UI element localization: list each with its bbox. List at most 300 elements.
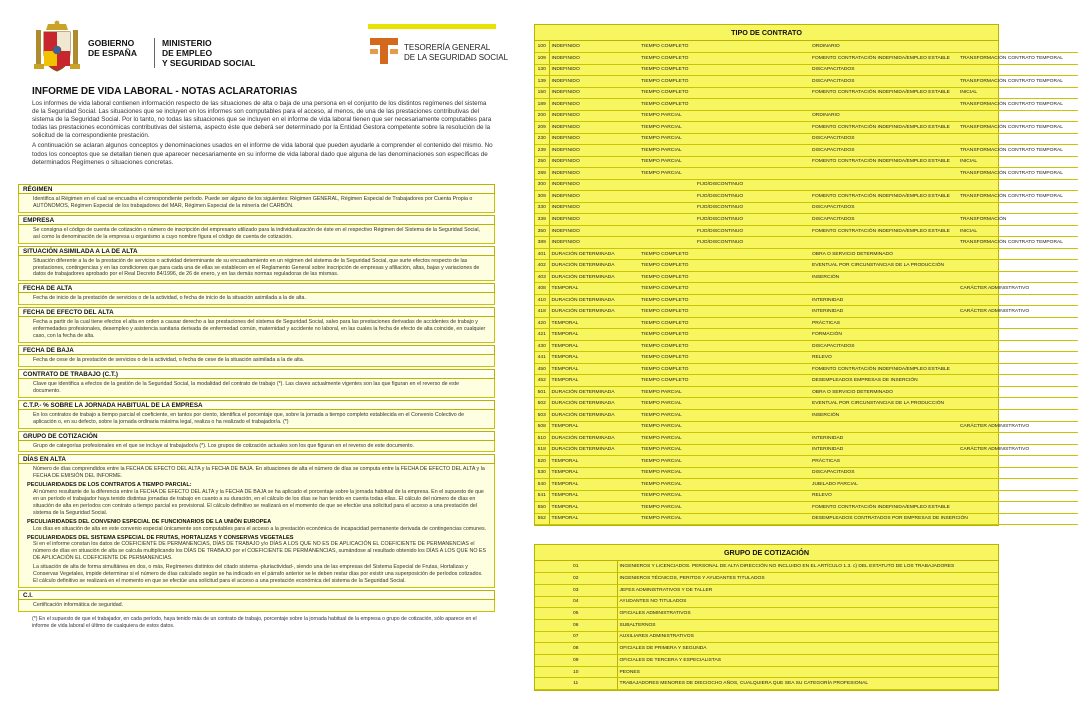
table-cell: TIEMPO COMPLETO	[639, 375, 695, 387]
table-cell: DISCAPACITADOS	[810, 145, 958, 157]
section-body: Fecha a partir de la cual tiene efectos el alta en orden a causar derecho a las prestaciones del sistema de Seguridad Social, salvo para las prestaciones derivadas de accidentes de trabajo y enfermedades profesionales, desempleo y asistencia sanitaria derivada de enfermedad común, maternidad y accidente no laboral, en las cuales la fecha de efecto de alta coincide, en cualquier caso, con la fecha de alta.	[18, 317, 495, 343]
section-dias-alta	[18, 454, 495, 588]
table-cell: TIEMPO COMPLETO	[639, 294, 695, 306]
table-cell: TIEMPO COMPLETO	[639, 41, 695, 53]
table-cell	[695, 64, 810, 76]
table-cell: FOMENTO CONTRATACIÓN INDEFINIDA/EMPLEO ESTABLE	[810, 502, 958, 514]
table-cell	[639, 214, 695, 226]
table-cell	[695, 363, 810, 375]
table-cell: CARÁCTER ADMINISTRATIVO	[958, 421, 1078, 433]
table-cell	[958, 317, 1078, 329]
contract-code: 501	[535, 386, 549, 398]
section-title: FECHA DE BAJA	[18, 345, 495, 355]
table-row	[535, 490, 1078, 502]
table-cell: INDEFINIDO	[549, 145, 639, 157]
table-cell	[695, 329, 810, 341]
contract-code: 289	[535, 168, 549, 180]
section-body: Identifica al Régimen en el cual se encuadra el correspondiente período. Puede ser alguno de los siguientes: Régimen GENERAL, Régimen Especial de Trabajadores por Cuenta Propia o AUTÓNOMOS, Régimen Especial de los trabajadores del MAR, Régimen Especial de la minería del CARBÓN.	[18, 194, 495, 213]
intro-paragraph: Los informes de vida laboral contienen información respecto de las situaciones de alta o baja de una persona en el conjunto de los distintos regímenes del sistema de la Seguridad Social. Las situaciones que se incluyen en los informes son computables para el acceso, al menos, de una de las prestaciones contributivas del sistema de la Seguridad Social. Por lo tanto, no todas las situaciones que se incluyen en el informe de vida laboral tienen que ser necesariamente computables para todas las prestaciones económicas contributivas del sistema, aspecto éste que deberá ser determinado por la Entidad Gestora competente sobre la resolución de la solicitud de la correspondiente prestación.	[32, 100, 492, 140]
table-cell	[958, 179, 1078, 191]
table-cell: FIJO/DISCONTINUO	[695, 179, 810, 191]
table-cell: PRÁCTICAS	[810, 317, 958, 329]
table-cell	[695, 410, 810, 422]
table-cell: TIEMPO PARCIAL	[639, 386, 695, 398]
table-cell: INDEFINIDO	[549, 87, 639, 99]
table-cell	[695, 168, 810, 180]
table-cell: DURACIÓN DETERMINADA	[549, 433, 639, 445]
table-cell: FOMENTO CONTRATACIÓN INDEFINIDA/EMPLEO ESTABLE	[810, 191, 958, 203]
table-cell	[639, 225, 695, 237]
table-row	[535, 329, 1078, 341]
contract-code: 510	[535, 433, 549, 445]
section-body: Fecha de inicio de la prestación de servicios o de la actividad, o fecha de inicio de la situación asimilada a la de alta.	[18, 293, 495, 305]
table-cell: INDEFINIDO	[549, 76, 639, 88]
table-row	[535, 386, 1078, 398]
table-cell: INTERINIDAD	[810, 444, 958, 456]
contract-code: 139	[535, 76, 549, 88]
contract-code: 389	[535, 237, 549, 249]
table-row	[535, 99, 1078, 111]
contract-code: 402	[535, 260, 549, 272]
table-cell	[958, 352, 1078, 364]
contract-code: 420	[535, 317, 549, 329]
table-cell: TIEMPO COMPLETO	[639, 76, 695, 88]
contract-code: 502	[535, 398, 549, 410]
table-row	[535, 87, 1078, 99]
grupo-cotizacion-table	[534, 544, 999, 691]
table-cell: OBRA O SERVICIO DETERMINADO	[810, 248, 958, 260]
table-cell	[958, 260, 1078, 272]
table-cell: TEMPORAL	[549, 340, 639, 352]
table-cell: JUBILADO PARCIAL	[810, 479, 958, 491]
table-cell	[695, 433, 810, 445]
table-cell	[695, 444, 810, 456]
table-cell: TIEMPO COMPLETO	[639, 64, 695, 76]
tesoreria-text: TESORERÍA GENERAL DE LA SEGURIDAD SOCIAL	[404, 43, 509, 62]
table-cell	[695, 502, 810, 514]
table-row	[535, 202, 1078, 214]
table-cell: INDEFINIDO	[549, 214, 639, 226]
contract-code: 239	[535, 145, 549, 157]
table-cell: INDEFINIDO	[549, 122, 639, 134]
section-fecha-efecto-alta	[18, 307, 495, 343]
contract-code: 403	[535, 271, 549, 283]
section-situacion-asimilada	[18, 246, 495, 282]
table-cell	[810, 99, 958, 111]
table-row	[535, 110, 1078, 122]
table-cell: TIEMPO COMPLETO	[639, 271, 695, 283]
table-cell	[695, 145, 810, 157]
table-cell: TRANSFORMACIÓN CONTRATO TEMPORAL	[958, 145, 1078, 157]
table-cell: INDEFINIDO	[549, 237, 639, 249]
contract-code: 530	[535, 467, 549, 479]
group-code: 07	[535, 631, 617, 643]
group-code: 08	[535, 643, 617, 655]
table-cell: TIEMPO COMPLETO	[639, 53, 695, 65]
table-cell	[695, 260, 810, 272]
table-row	[535, 619, 998, 631]
table-cell: TIEMPO PARCIAL	[639, 513, 695, 525]
table-cell: ORDINARIO	[810, 41, 958, 53]
table-cell	[639, 202, 695, 214]
group-description: OFICIALES DE PRIMERA Y SEGUNDA	[617, 643, 998, 655]
table-cell: INTERINIDAD	[810, 433, 958, 445]
table-row	[535, 145, 1078, 157]
table-cell	[958, 490, 1078, 502]
section-title: FECHA DE ALTA	[18, 283, 495, 293]
tgss-logo-icon	[370, 38, 398, 64]
contract-code: 350	[535, 225, 549, 237]
intro-text	[32, 100, 494, 169]
table-row	[535, 260, 1078, 272]
contract-code: 339	[535, 214, 549, 226]
section-title: SITUACIÓN ASIMILADA A LA DE ALTA	[18, 246, 495, 256]
tgss-accent-bar	[368, 24, 496, 29]
table-cell: FIJO/DISCONTINUO	[695, 237, 810, 249]
ministerio-text: MINISTERIO DE EMPLEO Y SEGURIDAD SOCIAL	[162, 38, 256, 68]
table-row	[535, 271, 1078, 283]
table-row	[535, 53, 1078, 65]
table-cell: TIEMPO COMPLETO	[639, 248, 695, 260]
subsection-body: La situación de alta de forma simultánea en dos, o más, Regímenes distintos del citado sistema -pluriactividad-, siendo una de las empresas del Sistema Especial de Frutas, Hortalizas y Conservas Vegetales, impide determinar si el número de días calculado según se ha indicado en el párrafo anterior se le deben restar días por existir una superposición de períodos cotizados. El cálculo definitivo se realizará en el momento en que se efectúe una solicitud para el acceso a una prestación económica del sistema de la Seguridad Social.	[33, 564, 483, 584]
table-row	[535, 248, 1078, 260]
section-body: Clave que identifica a efectos de la gestión de la Seguridad Social, la modalidad del contrato de trabajo (*). Las claves actualmente vigentes son las que figuran en el reverso de este documento.	[18, 379, 495, 398]
table-cell	[639, 237, 695, 249]
table-row	[535, 237, 1078, 249]
section-title: DÍAS EN ALTA	[18, 454, 495, 464]
contract-code: 100	[535, 41, 549, 53]
table-cell	[695, 87, 810, 99]
table-row	[535, 352, 1078, 364]
table-cell	[958, 64, 1078, 76]
header	[30, 18, 510, 78]
table-row	[535, 76, 1078, 88]
table-row	[535, 573, 998, 585]
table-row	[535, 363, 1078, 375]
table-cell	[958, 398, 1078, 410]
table-cell	[695, 248, 810, 260]
contract-code: 300	[535, 179, 549, 191]
group-description: OFICIALES DE TERCERA Y ESPECIALISTAS	[617, 655, 998, 667]
table-row	[535, 122, 1078, 134]
table-row	[535, 467, 1078, 479]
group-description: INGENIEROS Y LICENCIADOS. PERSONAL DE ALTA DIRECCIÓN NO INCLUIDO EN EL ARTÍCULO 1.3. c) DEL ESTATUTO DE LOS TRABAJADORES	[617, 561, 998, 573]
table-cell: DISCAPACITADOS	[810, 76, 958, 88]
table-cell: FIJO/DISCONTINUO	[695, 225, 810, 237]
section-body: En los contratos de trabajo a tiempo parcial el coeficiente, en tantos por ciento, identifica el porcentaje que, sobre la jornada a tiempo completo establecida en el Convenio Colectivo de aplicación o, en su defecto, sobre la jornada ordinaria máxima legal, realiza o ha realizado el trabajador/a. (*)	[18, 410, 495, 429]
table-cell: TIEMPO COMPLETO	[639, 283, 695, 295]
table-cell: TEMPORAL	[549, 329, 639, 341]
table-cell	[695, 271, 810, 283]
table-cell	[695, 53, 810, 65]
table-cell: TRANSFORMACIÓN CONTRATO TEMPORAL	[958, 99, 1078, 111]
contract-code: 518	[535, 444, 549, 456]
table-row	[535, 317, 1078, 329]
table-cell: DURACIÓN DETERMINADA	[549, 271, 639, 283]
table-cell: FOMENTO CONTRATACIÓN INDEFINIDA/EMPLEO ESTABLE	[810, 225, 958, 237]
table-cell: INICIAL	[958, 156, 1078, 168]
contract-code: 452	[535, 375, 549, 387]
table-cell: TIEMPO PARCIAL	[639, 479, 695, 491]
table-row	[535, 561, 998, 573]
group-description: PEONES	[617, 666, 998, 678]
table-cell	[958, 248, 1078, 260]
table-row	[535, 191, 1078, 203]
table-cell: INDEFINIDO	[549, 53, 639, 65]
table-row	[535, 433, 1078, 445]
table-row	[535, 655, 998, 667]
table-row	[535, 179, 1078, 191]
table-cell: TIEMPO PARCIAL	[639, 467, 695, 479]
table-row	[535, 168, 1078, 180]
contract-code: 150	[535, 87, 549, 99]
table-cell	[810, 283, 958, 295]
contract-code: 309	[535, 191, 549, 203]
contract-code: 418	[535, 306, 549, 318]
table-cell	[695, 490, 810, 502]
table-row	[535, 421, 1078, 433]
table-cell: TEMPORAL	[549, 490, 639, 502]
table-cell: INDEFINIDO	[549, 179, 639, 191]
table-row	[535, 64, 1078, 76]
intro-paragraph: A continuación se aclaran algunos conceptos y denominaciones usados en el informe de vida laboral que pueden ayudarle a comprender el contenido del mismo. No todos los conceptos que se detallan tienen que aparecer necesariamente en su informe de vida laboral dado que alguna de las denominaciones son específicas de determinados Regímenes o situaciones concretas.	[32, 142, 493, 166]
table-cell: TIEMPO COMPLETO	[639, 260, 695, 272]
table-cell: TIEMPO PARCIAL	[639, 156, 695, 168]
contract-code: 130	[535, 64, 549, 76]
table-cell	[958, 271, 1078, 283]
table-row	[535, 631, 998, 643]
contract-code: 330	[535, 202, 549, 214]
table-cell: TRANSFORMACIÓN CONTRATO TEMPORAL	[958, 168, 1078, 180]
group-description: JEFES ADMINISTRATIVOS Y DE TALLER	[617, 584, 998, 596]
table-cell: DURACIÓN DETERMINADA	[549, 306, 639, 318]
coat-of-arms-icon	[34, 20, 80, 74]
contract-code: 541	[535, 490, 549, 502]
table-cell: TIEMPO COMPLETO	[639, 306, 695, 318]
left-page	[0, 0, 509, 726]
footnote: (*) En el supuesto de que el trabajador, en cada período, haya tenido más de un contrato de trabajo, porcentaje sobre la jornada habitual de la empresa o grupo de cotización, sólo aparece en el informe de vida laboral el último de cualquiera de estos datos.	[32, 615, 477, 629]
group-code: 10	[535, 666, 617, 678]
table-cell	[695, 467, 810, 479]
table-row	[535, 479, 1078, 491]
table-cell: DISCAPACITADOS	[810, 133, 958, 145]
contract-code: 421	[535, 329, 549, 341]
table-cell	[639, 191, 695, 203]
table-cell	[695, 294, 810, 306]
table-cell	[695, 352, 810, 364]
table-cell: INDEFINIDO	[549, 99, 639, 111]
table-cell: INDEFINIDO	[549, 168, 639, 180]
table-cell: TIEMPO COMPLETO	[639, 363, 695, 375]
table-cell: TIEMPO COMPLETO	[639, 99, 695, 111]
table-row	[535, 156, 1078, 168]
grupo-cotizacion-grid	[535, 561, 998, 690]
right-page	[519, 0, 1063, 726]
table-cell: INTERINIDAD	[810, 294, 958, 306]
table-cell: FIJO/DISCONTINUO	[695, 214, 810, 226]
table-cell: FORMACIÓN	[810, 329, 958, 341]
table-row	[535, 678, 998, 690]
table-cell	[958, 133, 1078, 145]
table-row	[535, 306, 1078, 318]
section-body: Se consigna el código de cuenta de cotización o número de inscripción del empresario utilizado para la individualización de éste en el respectivo Régimen del Sistema de la Seguridad Social, así como la denominación de la empresa u organismo a cuyo nombre figura el código de cuenta de cotización.	[18, 225, 495, 244]
table-cell	[695, 283, 810, 295]
section-title: RÉGIMEN	[18, 184, 495, 194]
contract-code: 401	[535, 248, 549, 260]
section-fecha-alta	[18, 283, 495, 305]
section-fecha-baja	[18, 345, 495, 367]
table-cell	[958, 294, 1078, 306]
subsection-body: Los días en situación de alta en este convenio especial únicamente son computables para el acceso a la prestación económica de incapacidad permanente derivada de contingencias comunes.	[33, 525, 487, 532]
table-cell: EVENTUAL POR CIRCUNSTANCIAS DE LA PRODUCCIÓN	[810, 260, 958, 272]
subsection-body: Al número resultante de la diferencia entre la FECHA DE EFECTO DEL ALTA y la FECHA DE BAJA se ha aplicado el porcentaje sobre la jornada habitual de la empresa. En el supuesto de que en un período el trabajador haya tenido distintas jornadas de trabajo en cuanto a su duración, en el cálculo de los días se han tenido en cuenta todas ellas. El cálculo del número de días en situación de alta en períodos con contrato a tiempo parcial es provisional. El cálculo definitivo se realizará en el momento de que se efectúe una solicitud para el acceso a una prestación del sistema de la Seguridad Social.	[33, 489, 484, 516]
table-cell: FOMENTO CONTRATACIÓN INDEFINIDA/EMPLEO ESTABLE	[810, 122, 958, 134]
subsection-body: Si en el informe constan los datos de COEFICIENTE DE PERMANENCIAS, DÍAS DE TRABAJO y/o DÍAS A LOS QUE NO ES DE APLICACIÓN EL COEFICIENTE DE PERMANENCIAS el número de días en situación de alta se calcula multiplicando los DÍAS DE TRABAJO por el COEFICIENTE DE PERMANENCIAS, sumándose al resultado obtenido los DÍAS A LOS QUE NO ES DE APLICACIÓN EL COEFICIENTE DE PERMANENCIAS.	[33, 541, 486, 562]
table-cell: TRANSFORMACIÓN CONTRATO TEMPORAL	[958, 76, 1078, 88]
group-code: 01	[535, 561, 617, 573]
section-contrato-trabajo	[18, 369, 495, 398]
table-cell	[695, 398, 810, 410]
table-cell: DURACIÓN DETERMINADA	[549, 444, 639, 456]
table-cell: INICIAL	[958, 225, 1078, 237]
table-cell	[958, 363, 1078, 375]
table-row	[535, 596, 998, 608]
table-cell: TRANSFORMACIÓN CONTRATO TEMPORAL	[958, 122, 1078, 134]
group-description: INGENIEROS TÉCNICOS, PERITOS Y AYUDANTES TITULADOS	[617, 573, 998, 585]
table-cell: TRANSFORMACIÓN CONTRATO TEMPORAL	[958, 237, 1078, 249]
contract-code: 189	[535, 99, 549, 111]
table-cell	[695, 479, 810, 491]
table-cell: TIEMPO COMPLETO	[639, 329, 695, 341]
table-cell	[958, 386, 1078, 398]
contract-code: 540	[535, 479, 549, 491]
table-cell: ORDINARIO	[810, 110, 958, 122]
table-row	[535, 643, 998, 655]
table-cell: TEMPORAL	[549, 513, 639, 525]
table-cell: TEMPORAL	[549, 375, 639, 387]
subsection-title: PECULIARIDADES DE LOS CONTRATOS A TIEMPO PARCIAL:	[27, 482, 192, 489]
table-cell: TEMPORAL	[549, 283, 639, 295]
table-row	[535, 608, 998, 620]
table-cell: FOMENTO CONTRATACIÓN INDEFINIDA/EMPLEO ESTABLE	[810, 53, 958, 65]
table-cell: TIEMPO PARCIAL	[639, 490, 695, 502]
table-cell: INDEFINIDO	[549, 133, 639, 145]
table-row	[535, 340, 1078, 352]
subsection-title: PECULIARIDADES DEL SISTEMA ESPECIAL DE FRUTAS, HORTALIZAS Y CONSERVAS VEGETALES	[27, 534, 294, 541]
table-row	[535, 133, 1078, 145]
group-code: 05	[535, 608, 617, 620]
table-cell	[695, 317, 810, 329]
contract-code: 520	[535, 456, 549, 468]
table-cell: TIEMPO PARCIAL	[639, 502, 695, 514]
section-title: FECHA DE EFECTO DEL ALTA	[18, 307, 495, 317]
contract-code: 109	[535, 53, 549, 65]
section-ci	[18, 590, 495, 612]
group-description: SUBALTERNOS	[617, 619, 998, 631]
table-cell: DURACIÓN DETERMINADA	[549, 386, 639, 398]
table-row	[535, 214, 1078, 226]
table-cell	[695, 156, 810, 168]
table-cell	[695, 386, 810, 398]
table-cell: TIEMPO PARCIAL	[639, 133, 695, 145]
contract-code: 503	[535, 410, 549, 422]
table-row	[535, 294, 1078, 306]
table-row	[535, 666, 998, 678]
table-cell: DISCAPACITADOS	[810, 64, 958, 76]
dias-description: Número de días comprendidos entre la FECHA DE EFECTO DEL ALTA y la FECHA DE BAJA. En situaciones de alta el número de días se computa entre la FECHA DE EFECTO DEL ALTA y la FECHA DE EMISIÓN DEL INFORME.	[33, 466, 485, 480]
group-description: OFICIALES ADMINISTRATIVOS	[617, 608, 998, 620]
table-cell	[695, 41, 810, 53]
table-cell	[695, 375, 810, 387]
table-row	[535, 584, 998, 596]
section-ctp	[18, 400, 495, 429]
section-grupo-cotizacion	[18, 431, 495, 453]
group-code: 09	[535, 655, 617, 667]
section-body: Situación diferente a la de la prestación de servicios o actividad determinante de su encuadramiento en un régimen del sistema de la Seguridad Social, que surte efectos respecto de las prestaciones, contingencias y en las condiciones que para cada una de ellas se establecen en el Reglamento General sobre inscripción de empresas y afiliación, altas, bajas y variaciones de datos de trabajadores aprobado por el Real Decreto 84/1996, de 26 de enero, y en las demás normas reguladoras de las mismas.	[18, 256, 495, 282]
table-cell: TEMPORAL	[549, 352, 639, 364]
table-cell	[958, 410, 1078, 422]
table-cell: TIEMPO COMPLETO	[639, 87, 695, 99]
table-cell	[810, 421, 958, 433]
table-cell: DESEMPLEADOS EMPRESAS DE INSERCIÓN	[810, 375, 958, 387]
section-regimen	[18, 184, 495, 213]
contract-code: 200	[535, 110, 549, 122]
table-cell: TIEMPO COMPLETO	[639, 352, 695, 364]
table-cell: DURACIÓN DETERMINADA	[549, 398, 639, 410]
table-cell: FIJO/DISCONTINUO	[695, 202, 810, 214]
table-row	[535, 513, 1078, 525]
table-cell: RELEVO	[810, 490, 958, 502]
section-title: GRUPO DE COTIZACIÓN	[18, 431, 495, 441]
section-title: C.I.	[18, 590, 495, 600]
table-cell	[958, 375, 1078, 387]
table-cell: PRÁCTICAS	[810, 456, 958, 468]
contract-code: 250	[535, 156, 549, 168]
table-cell: FOMENTO CONTRATACIÓN INDEFINIDA/EMPLEO ESTABLE	[810, 156, 958, 168]
contract-code: 552	[535, 513, 549, 525]
section-title: EMPRESA	[18, 215, 495, 225]
section-title: CONTRATO DE TRABAJO (C.T.)	[18, 369, 495, 379]
table-cell: FOMENTO CONTRATACIÓN INDEFINIDA/EMPLEO ESTABLE	[810, 87, 958, 99]
table-cell: FOMENTO CONTRATACIÓN INDEFINIDA/EMPLEO ESTABLE	[810, 363, 958, 375]
contract-code: 430	[535, 340, 549, 352]
table-cell: TIEMPO PARCIAL	[639, 110, 695, 122]
table-cell: TRANSFORMACIÓN CONTRATO TEMPORAL	[958, 191, 1078, 203]
table-cell: TEMPORAL	[549, 456, 639, 468]
table-cell: TIEMPO PARCIAL	[639, 145, 695, 157]
table-row	[535, 225, 1078, 237]
table-cell: DISCAPACITADOS	[810, 340, 958, 352]
table-cell	[695, 122, 810, 134]
table-cell	[958, 467, 1078, 479]
table-cell	[695, 99, 810, 111]
table-cell: DISCAPACITADOS	[810, 467, 958, 479]
table-row	[535, 502, 1078, 514]
table-cell	[958, 456, 1078, 468]
table-cell: TIEMPO COMPLETO	[639, 317, 695, 329]
table-cell	[810, 168, 958, 180]
group-description: AUXILIARES ADMINISTRATIVOS	[617, 631, 998, 643]
divider	[154, 38, 155, 68]
table-row	[535, 41, 1078, 53]
section-body	[18, 464, 495, 588]
table-cell: DURACIÓN DETERMINADA	[549, 294, 639, 306]
table-cell	[695, 456, 810, 468]
gobierno-text: GOBIERNO DE ESPAÑA	[88, 38, 137, 58]
table-cell	[695, 421, 810, 433]
table-row	[535, 398, 1078, 410]
section-empresa	[18, 215, 495, 244]
